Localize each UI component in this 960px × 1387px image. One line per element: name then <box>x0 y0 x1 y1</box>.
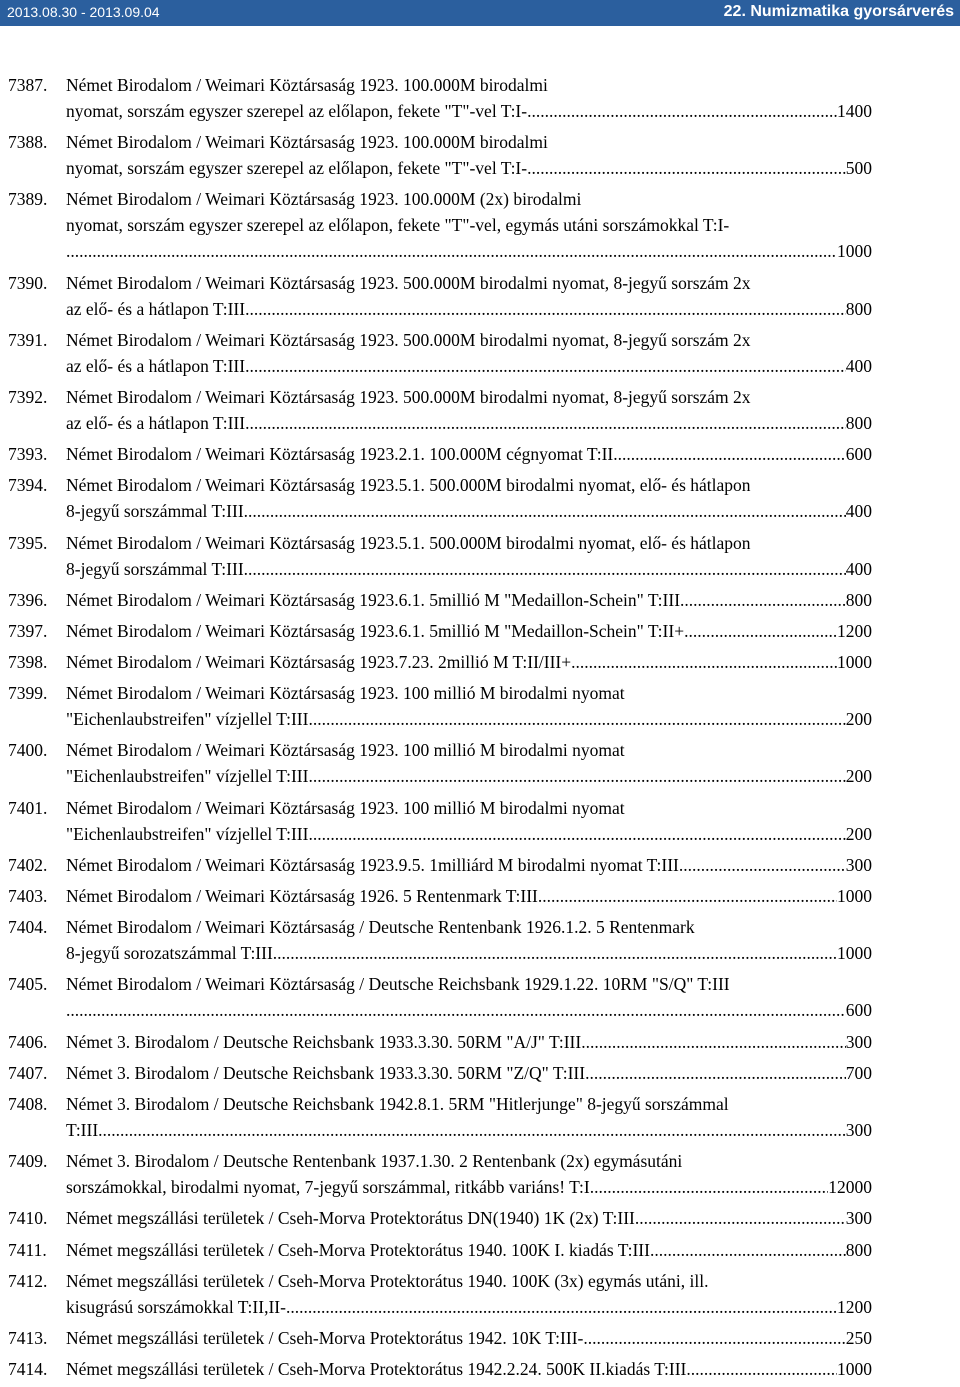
lot-text-line: az elő- és a hátlapon T:III <box>66 355 246 376</box>
lot-price-line <box>66 649 872 675</box>
lot-number: 7409. <box>8 1151 48 1172</box>
lot-price: 600 <box>845 444 872 465</box>
lot-item <box>0 1237 960 1263</box>
lot-number: 7401. <box>8 797 48 818</box>
lot-price-line <box>66 441 872 467</box>
lot-number: 7399. <box>8 683 48 704</box>
lot-price: 600 <box>845 1000 872 1021</box>
lot-price: 700 <box>845 1062 872 1083</box>
lot-price: 1000 <box>837 652 872 673</box>
lot-price-line <box>66 1174 872 1200</box>
lot-number: 7406. <box>8 1031 48 1052</box>
lot-text-line: 8-jegyű sorszámmal T:III <box>66 558 244 579</box>
lot-description <box>60 72 872 124</box>
lot-item <box>0 737 960 789</box>
lot-item <box>0 441 960 467</box>
lot-number: 7404. <box>8 917 48 938</box>
lot-item <box>0 530 960 582</box>
lot-description <box>60 129 872 181</box>
lot-price: 800 <box>845 1239 872 1260</box>
lot-text-line: Német megszállási területek / Cseh-Morva Protektorátus 1942. 10K T:III- <box>66 1327 584 1348</box>
dot-leader <box>686 1356 837 1382</box>
dot-leader <box>527 98 837 124</box>
lot-price: 1000 <box>837 943 872 964</box>
lot-number: 7392. <box>8 386 48 407</box>
lot-price-line <box>66 1117 872 1143</box>
lot-text-line: "Eichenlaubstreifen" vízjellel T:III <box>66 823 309 844</box>
lot-item <box>0 472 960 524</box>
lot-price-line <box>66 1294 872 1320</box>
lot-price-line <box>66 98 872 124</box>
lot-price-line <box>66 556 872 582</box>
lot-text-line: Német Birodalom / Weimari Köztársaság 1923.7.23. 2millió M T:II/III+ <box>66 652 572 673</box>
lot-price: 800 <box>845 589 872 610</box>
dot-leader <box>244 498 846 524</box>
lot-number: 7414. <box>8 1359 48 1380</box>
lot-text-line: Német Birodalom / Weimari Köztársaság 1923. 100 millió M birodalmi nyomat <box>66 683 625 704</box>
dot-leader <box>613 441 846 467</box>
lot-price: 1000 <box>837 241 872 262</box>
dot-leader <box>286 1294 837 1320</box>
lot-text-line: Német Birodalom / Weimari Köztársaság 1923.2.1. 100.000M cégnyomat T:II <box>66 444 614 465</box>
lot-price-line <box>66 1237 872 1263</box>
lot-number: 7389. <box>8 189 48 210</box>
lot-text-line: 8-jegyű sorszámmal T:III <box>66 501 244 522</box>
lot-price: 1000 <box>837 1359 872 1380</box>
lot-price-line <box>66 410 872 436</box>
lot-text-line: Német Birodalom / Weimari Köztársaság 1923.6.1. 5millió M "Medaillon-Schein" T:II+ <box>66 620 685 641</box>
lot-text-line: kisugrású sorszámokkal T:II,II- <box>66 1296 286 1317</box>
lot-price: 400 <box>845 355 872 376</box>
lot-text-line: Német Birodalom / Weimari Köztársaság 1923.6.1. 5millió M "Medaillon-Schein" T:III <box>66 589 681 610</box>
lot-price-line <box>66 587 872 613</box>
lot-number: 7400. <box>8 740 48 761</box>
lot-price-line <box>66 883 872 909</box>
lot-price-line <box>66 821 872 847</box>
dot-leader <box>583 1325 845 1351</box>
lot-text-line: nyomat, sorszám egyszer szerepel az előlapon, fekete "T"-vel T:I- <box>66 101 528 121</box>
lot-number: 7402. <box>8 854 48 875</box>
lot-text-line: Német Birodalom / Weimari Köztársaság 1923. 100 millió M birodalmi nyomat <box>66 797 625 818</box>
lot-price: 1000 <box>837 886 872 906</box>
lot-price: 800 <box>845 298 872 319</box>
dot-leader <box>680 587 846 613</box>
lot-description <box>60 914 872 966</box>
lot-number: 7393. <box>8 444 48 465</box>
dot-leader <box>581 1029 846 1055</box>
lot-text-line: "Eichenlaubstreifen" vízjellel T:III <box>66 766 309 787</box>
dot-leader <box>590 1174 829 1200</box>
dot-leader <box>66 997 846 1023</box>
lot-text-line: Német Birodalom / Weimari Köztársaság 1923. 100.000M birodalmi <box>66 132 548 153</box>
dot-leader <box>273 940 837 966</box>
lot-item <box>0 1205 960 1231</box>
lot-number: 7391. <box>8 329 48 350</box>
lot-item <box>0 384 960 436</box>
dot-leader <box>679 852 846 878</box>
lot-price-line <box>66 296 872 322</box>
lot-description <box>60 441 872 467</box>
lot-price-line <box>66 997 872 1023</box>
lot-description <box>60 327 872 379</box>
lot-text-line: Német Birodalom / Weimari Köztársaság 1923.9.5. 1milliárd M birodalmi nyomat T:III <box>66 854 679 875</box>
lot-price: 500 <box>845 158 872 179</box>
dot-leader <box>308 763 845 789</box>
lot-text-line: nyomat, sorszám egyszer szerepel az előlapon, fekete "T"-vel, egymás utáni sorszámokkal T:I- <box>66 215 730 236</box>
lot-text-line: Német 3. Birodalom / Deutsche Reichsbank 1933.3.30. 50RM "Z/Q" T:III <box>66 1062 586 1083</box>
lot-text-line: Német megszállási területek / Cseh-Morva Protektorátus 1940. 100K (3x) egymás utáni, ill. <box>66 1270 709 1291</box>
lot-number: 7408. <box>8 1093 48 1114</box>
auction-title: 22. Numizmatika gyorsárverés <box>723 3 954 20</box>
dot-leader <box>684 618 837 644</box>
lot-text-line: sorszámokkal, birodalmi nyomat, 7-jegyű sorszámmal, ritkább variáns! T:I <box>66 1177 590 1198</box>
lot-price-line <box>66 940 872 966</box>
lot-item <box>0 270 960 322</box>
lot-text-line: 8-jegyű sorozatszámmal T:III <box>66 943 273 964</box>
lot-description <box>60 795 872 847</box>
lot-text-line: az elő- és a hátlapon T:III <box>66 298 246 319</box>
page-header <box>0 0 960 26</box>
date-range: 2013.08.30 - 2013.09.04 <box>7 4 160 20</box>
lot-description <box>60 852 872 878</box>
dot-leader <box>650 1237 846 1263</box>
lot-price-line <box>66 706 872 732</box>
lot-item <box>0 186 960 264</box>
lot-description <box>60 384 872 436</box>
lot-description <box>60 971 872 1023</box>
lot-price-line <box>66 498 872 524</box>
lot-text-line: "Eichenlaubstreifen" vízjellel T:III <box>66 709 309 730</box>
lot-text-line: Német Birodalom / Weimari Köztársaság 1923. 500.000M birodalmi nyomat, 8-jegyű sorszám 2x <box>66 386 751 407</box>
lot-description <box>60 1029 872 1055</box>
lot-number: 7388. <box>8 132 48 153</box>
lot-text-line: Német Birodalom / Weimari Köztársaság 1923.5.1. 500.000M birodalmi nyomat, elő- és hátlapon <box>66 532 751 553</box>
dot-leader <box>245 353 846 379</box>
lot-description <box>60 472 872 524</box>
lot-price: 400 <box>845 558 872 579</box>
lot-text-line: Német megszállási területek / Cseh-Morva Protektorátus DN(1940) 1K (2x) T:III <box>66 1208 635 1229</box>
lot-number: 7390. <box>8 272 48 293</box>
lot-price: 200 <box>845 823 872 844</box>
lot-item <box>0 129 960 181</box>
lot-description <box>60 1268 872 1320</box>
lot-price: 1200 <box>837 1296 872 1317</box>
lot-text-line: Német megszállási területek / Cseh-Morva Protektorátus 1942.2.24. 500K II.kiadás T:III <box>66 1359 687 1380</box>
lot-price-line <box>66 1060 872 1086</box>
lot-text-line: Német megszállási területek / Cseh-Morva Protektorátus 1940. 100K I. kiadás T:III <box>66 1239 650 1260</box>
lot-number: 7394. <box>8 475 48 496</box>
lot-text-line: Német 3. Birodalom / Deutsche Rentenbank 1937.1.30. 2 Rentenbank (2x) egymásutáni <box>66 1151 683 1172</box>
dot-leader <box>98 1117 846 1143</box>
lot-item <box>0 1091 960 1143</box>
lot-number: 7395. <box>8 532 48 553</box>
lot-description <box>60 737 872 789</box>
lot-description <box>60 1237 872 1263</box>
lot-description <box>60 270 872 322</box>
lot-price-line <box>66 852 872 878</box>
dot-leader <box>245 296 846 322</box>
lot-item <box>0 852 960 878</box>
dot-leader <box>635 1205 846 1231</box>
lot-item <box>0 649 960 675</box>
lot-item <box>0 883 960 909</box>
lot-text-line: Német 3. Birodalom / Deutsche Reichsbank 1933.3.30. 50RM "A/J" T:III <box>66 1031 582 1052</box>
lot-price: 300 <box>845 1031 872 1052</box>
lot-price: 300 <box>845 1119 872 1140</box>
lot-item <box>0 327 960 379</box>
lot-number: 7410. <box>8 1208 48 1229</box>
lot-price: 400 <box>845 501 872 522</box>
dot-leader <box>308 821 845 847</box>
lot-item <box>0 971 960 1023</box>
lot-number: 7405. <box>8 974 48 995</box>
lot-text-line: Német Birodalom / Weimari Köztársaság 1923. 100 millió M birodalmi nyomat <box>66 740 625 761</box>
lot-price: 12000 <box>828 1177 872 1198</box>
lot-price-line <box>66 763 872 789</box>
dot-leader <box>585 1060 846 1086</box>
lot-number: 7407. <box>8 1062 48 1083</box>
lot-text-line: Német 3. Birodalom / Deutsche Reichsbank 1942.8.1. 5RM "Hitlerjunge" 8-jegyű sorszámmal <box>66 1093 729 1114</box>
lot-description <box>60 1148 872 1200</box>
lot-description <box>60 883 872 909</box>
lot-description <box>60 587 872 613</box>
dot-leader <box>571 649 837 675</box>
dot-leader <box>308 706 845 732</box>
lot-price: 200 <box>845 709 872 730</box>
lot-item <box>0 72 960 124</box>
lot-item <box>0 618 960 644</box>
lot-price-line <box>66 1356 872 1382</box>
lot-price-line <box>66 1325 872 1351</box>
lot-text-line: Német Birodalom / Weimari Köztársaság 1923. 500.000M birodalmi nyomat, 8-jegyű sorszám 2x <box>66 329 751 350</box>
dot-leader <box>538 883 837 909</box>
lot-price-line <box>66 353 872 379</box>
lot-description <box>60 1091 872 1143</box>
dot-leader <box>244 556 846 582</box>
lot-item <box>0 1060 960 1086</box>
lot-item <box>0 1356 960 1382</box>
lot-text-line: az elő- és a hátlapon T:III <box>66 412 246 433</box>
lot-description <box>60 186 872 264</box>
lot-text-line: Német Birodalom / Weimari Köztársaság / Deutsche Rentenbank 1926.1.2. 5 Rentenmark <box>66 917 695 938</box>
lot-number: 7398. <box>8 652 48 673</box>
lot-number: 7397. <box>8 620 48 641</box>
lot-price: 250 <box>845 1327 872 1348</box>
lot-number: 7411. <box>8 1239 47 1260</box>
lot-number: 7412. <box>8 1270 48 1291</box>
lot-price: 300 <box>845 1208 872 1229</box>
lot-list <box>0 72 960 1387</box>
lot-price: 200 <box>845 766 872 787</box>
lot-text-line: Német Birodalom / Weimari Köztársaság / Deutsche Reichsbank 1929.1.22. 10RM "S/Q" T:III <box>66 974 730 995</box>
lot-price-line <box>66 1205 872 1231</box>
lot-price: 800 <box>845 412 872 433</box>
lot-item <box>0 680 960 732</box>
lot-description <box>60 1060 872 1086</box>
lot-text-line: Német Birodalom / Weimari Köztársaság 1926. 5 Rentenmark T:III <box>66 886 538 906</box>
lot-number: 7387. <box>8 75 48 95</box>
lot-price-line <box>66 1029 872 1055</box>
dot-leader <box>527 155 846 181</box>
lot-price: 300 <box>845 854 872 875</box>
lot-item <box>0 1268 960 1320</box>
lot-text-line: T:III <box>66 1119 99 1140</box>
lot-number: 7396. <box>8 589 48 610</box>
lot-item <box>0 795 960 847</box>
lot-description <box>60 1325 872 1351</box>
lot-item <box>0 1029 960 1055</box>
lot-text-line: Német Birodalom / Weimari Köztársaság 1923.5.1. 500.000M birodalmi nyomat, elő- és hátlapon <box>66 475 751 496</box>
lot-description <box>60 530 872 582</box>
lot-description <box>60 618 872 644</box>
lot-text-line: nyomat, sorszám egyszer szerepel az előlapon, fekete "T"-vel T:I- <box>66 158 528 179</box>
lot-item <box>0 587 960 613</box>
lot-price: 1200 <box>837 620 872 641</box>
lot-description <box>60 680 872 732</box>
lot-price: 1400 <box>837 101 872 121</box>
lot-item <box>0 1325 960 1351</box>
lot-price-line <box>66 618 872 644</box>
lot-price-line <box>66 238 872 264</box>
lot-description <box>60 1205 872 1231</box>
lot-price-line <box>66 155 872 181</box>
lot-number: 7413. <box>8 1327 48 1348</box>
lot-description <box>60 649 872 675</box>
lot-item <box>0 1148 960 1200</box>
dot-leader <box>245 410 846 436</box>
lot-description <box>60 1356 872 1382</box>
lot-text-line: Német Birodalom / Weimari Köztársaság 1923. 100.000M (2x) birodalmi <box>66 189 582 210</box>
lot-text-line: Német Birodalom / Weimari Köztársaság 1923. 500.000M birodalmi nyomat, 8-jegyű sorszám 2x <box>66 272 751 293</box>
dot-leader <box>66 238 837 264</box>
lot-number: 7403. <box>8 886 48 906</box>
lot-item <box>0 914 960 966</box>
lot-text-line: Német Birodalom / Weimari Köztársaság 1923. 100.000M birodalmi <box>66 75 548 95</box>
